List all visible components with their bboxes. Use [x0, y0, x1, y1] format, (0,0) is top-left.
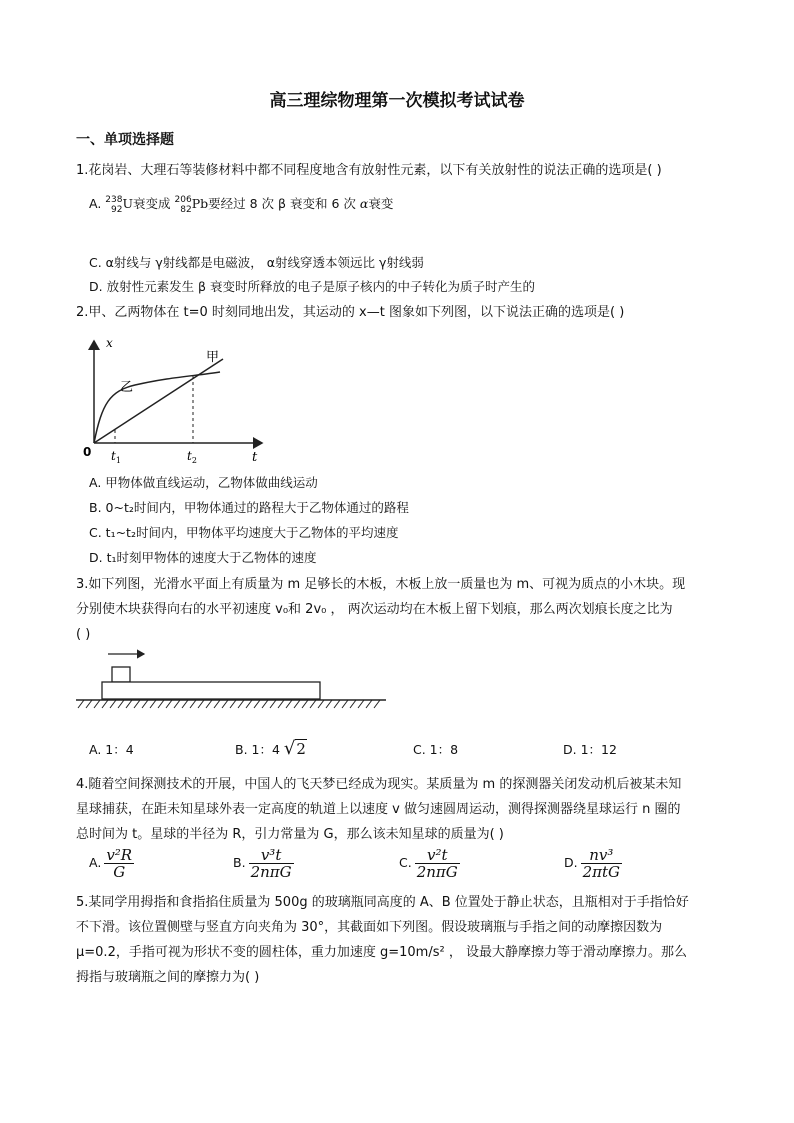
t2-label: $t_2$: [187, 449, 197, 465]
q1-stem: 1.花岗岩、大理石等装修材料中都不同程度地含有放射性元素，以下有关放射性的说法正确的选项是( ): [76, 163, 662, 178]
q4-option-a[interactable]: A. $\frac{\text{v²R}}{G}$: [89, 845, 133, 881]
xt-graph: [80, 333, 270, 465]
q3-option-c[interactable]: C. 1：8: [413, 742, 459, 757]
origin-label: 0: [83, 445, 92, 459]
q5-line3: μ=0.2，手指可视为形状不变的圆柱体，重力加速度 g=10m/s² ， 设最大静摩擦力等于滑动摩擦力。那么: [76, 945, 687, 960]
ground-hatching: [78, 700, 380, 708]
section-heading: 一、单项选择题: [76, 132, 174, 148]
q5-line1: 5.某同学用拇指和食指掐住质量为 500g 的玻璃瓶同高度的 A、B 位置处于静止状态，且瓶相对于手指恰好: [76, 895, 689, 910]
q5-line4: 拇指与玻璃瓶之间的摩擦力为( ): [76, 970, 260, 985]
q4-stem-line1: 4.随着空间探测技术的开展，中国人的飞天梦已经成为现实。某质量为 m 的探测器关闭发动机后被某未知: [76, 777, 682, 792]
q4-d-fraction: $\frac{\text{nv³}}{\text{2πtG}}$: [582, 845, 621, 881]
q4-stem-line3: 总时间为 t。星球的半径为 R，引力常量为 G，那么该未知星球的质量为( ): [76, 827, 504, 842]
q2-option-d[interactable]: D. t₁时刻甲物体的速度大于乙物体的速度: [89, 550, 317, 565]
q3-stem-line2: 分别使木块获得向右的水平初速度 v₀和 2v₀ ， 两次运动均在木板上留下划痕，那么两次划痕长度之比为: [76, 602, 673, 617]
long-board: [102, 682, 320, 699]
q4-stem-line2: 星球捕获，在距未知星球外表一定高度的轨道上以速度 v 做匀速圆周运动，测得探测器绕星球运行 n 圈的: [76, 802, 681, 817]
q2-option-c[interactable]: C. t₁~t₂时间内，甲物体平均速度大于乙物体的平均速度: [89, 525, 399, 540]
jia-line: [94, 359, 223, 443]
q4-option-c[interactable]: C. $\frac{\text{v²t}}{\text{2nπG}}$: [399, 845, 458, 881]
uranium-nuclide-numbers: 238 92: [105, 194, 123, 215]
yi-label: 乙: [120, 380, 134, 395]
q4-option-b[interactable]: B. $\frac{\text{v³t}}{\text{2nπG}}$: [233, 845, 292, 881]
board-block-figure: [74, 642, 390, 716]
q2-option-a[interactable]: A. 甲物体做直线运动，乙物体做曲线运动: [89, 475, 318, 490]
q3-option-b[interactable]: B. 1：4 √2: [235, 738, 306, 759]
lead-nuclide-numbers: 206 82: [174, 194, 192, 215]
q1-option-c[interactable]: C. α射线与 γ射线都是电磁波， α射线穿透本领远比 γ射线弱: [89, 255, 424, 270]
q3-option-d[interactable]: D. 1：12: [563, 742, 617, 757]
t-axis-label: t: [252, 450, 258, 465]
q4-option-d[interactable]: D. $\frac{\text{nv³}}{\text{2πtG}}$: [564, 845, 621, 881]
small-block: [112, 667, 130, 682]
yi-curve: [94, 372, 220, 443]
q4-b-fraction: $\frac{\text{v³t}}{\text{2nπG}}$: [250, 845, 292, 881]
sqrt-symbol: √: [283, 738, 296, 759]
q3-stem-line1: 3.如下列图，光滑水平面上有质量为 m 足够长的木板，木板上放一质量也为 m、可视为质点的小木块。现: [76, 577, 686, 592]
q5-line2: 不下滑。该位置侧壁与竖直方向夹角为 30°，其截面如下列图。假设玻璃瓶与手指之间的动摩擦因数为: [76, 920, 663, 935]
q3-option-a[interactable]: A. 1：4: [89, 742, 134, 757]
q1-option-a[interactable]: A. 238 92U衰变成 206 82Pb要经过 8 次 β 衰变和 6 次 α衰变: [89, 194, 394, 215]
x-axis-label: x: [106, 336, 113, 350]
t1-label: $t_1$: [111, 449, 121, 465]
q4-a-fraction: $\frac{\text{v²R}}{G}$: [106, 845, 133, 881]
q1-option-d[interactable]: D. 放射性元素发生 β 衰变时所释放的电子是原子核内的中子转化为质子时产生的: [89, 279, 535, 294]
q2-stem: 2.甲、乙两物体在 t=0 时刻同地出发，其运动的 x—t 图象如下列图，以下说法正确的选项是( ): [76, 305, 625, 320]
q2-option-b[interactable]: B. 0~t₂时间内，甲物体通过的路程大于乙物体通过的路程: [89, 500, 409, 515]
page-title: 高三理综物理第一次模拟考试试卷: [269, 91, 525, 111]
q3-stem-line3: ( ): [76, 627, 91, 642]
q4-c-fraction: $\frac{\text{v²t}}{\text{2nπG}}$: [416, 845, 458, 881]
jia-label: 甲: [206, 350, 220, 365]
